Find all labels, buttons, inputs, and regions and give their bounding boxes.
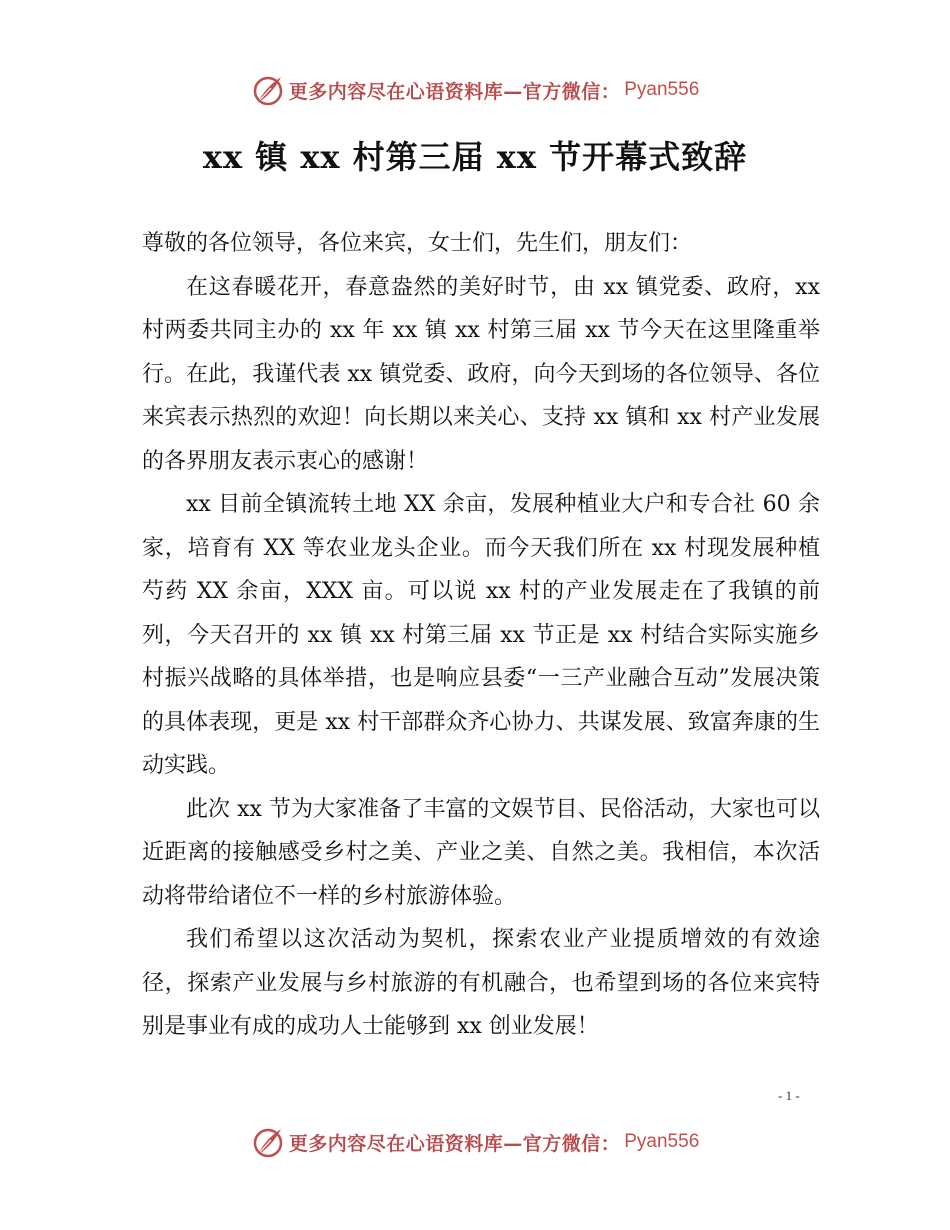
- quill-circle-icon: [251, 73, 285, 107]
- paragraph-3: 此次 xx 节为大家准备了丰富的文娱节目、民俗活动，大家也可以近距离的接触感受乡村之美、产业之美、自然之美。我相信，本次活动将带给诸位不一样的乡村旅游体验。: [142, 796, 820, 909]
- header-banner: [0, 70, 950, 110]
- footer-wechat-id: Pyan556: [624, 1131, 700, 1152]
- header-banner-text: 更多内容尽在心语资料库—官方微信：: [288, 80, 621, 103]
- paragraph-1: 在这春暖花开，春意盎然的美好时节，由 xx 镇党委、政府，xx 村两委共同主办的 xx 年 xx 镇 xx 村第三届 xx 节今天在这里隆重举行。在此，我谨代表 xx 镇党委、政府，向今天到场的各位领导、各位来宾表示热烈的欢迎！向长期以来关心、支持 xx 镇和 xx 村产业发展的各界朋友表示衷心的感谢！: [142, 274, 820, 474]
- paragraph-4: 我们希望以这次活动为契机，探索农业产业提质增效的有效途径，探索产业发展与乡村旅游的有机融合，也希望到场的各位来宾特别是事业有成的成功人士能够到 xx 创业发展！: [142, 927, 820, 1039]
- quill-circle-icon: [251, 1125, 285, 1159]
- page-number: - 1 -: [778, 1088, 800, 1103]
- paragraph-2: xx 目前全镇流转土地 XX 余亩，发展种植业大户和专合社 60 余家，培育有 XX 等农业龙头企业。而今天我们所在 xx 村现发展种植芍药 XX 余亩，XXX 亩。可以说 xx 村的产业发展走在了我镇的前列，今天召开的 xx 镇 xx 村第三届 xx 节正是 xx 村结合实际实施乡村振兴战略的具体举措，也是响应县委“一三产业融合互动”发展决策的具体表现，更是 xx 村干部群众齐心协力、共谋发展、致富奔康的生动实践。: [142, 492, 820, 778]
- salutation: 尊敬的各位领导，各位来宾，女士们，先生们，朋友们：: [142, 231, 693, 256]
- document-title: xx 镇 xx 村第三届 xx 节开幕式致辞: [202, 138, 748, 176]
- header-wechat-id: Pyan556: [624, 79, 700, 100]
- footer-banner: [0, 1122, 950, 1162]
- footer-banner-text: 更多内容尽在心语资料库—官方微信：: [288, 1132, 621, 1155]
- document-body: [142, 222, 820, 1049]
